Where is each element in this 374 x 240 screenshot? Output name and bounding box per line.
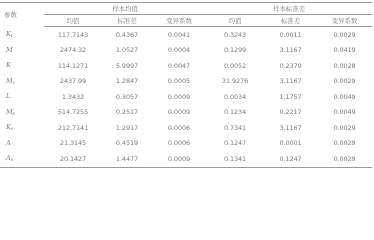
table-cell: 1.1757 xyxy=(279,92,302,101)
header-group-mean: 样本均值 xyxy=(44,3,206,15)
table-row xyxy=(0,58,372,74)
table-cell: 0.7341 xyxy=(223,123,247,132)
table-cell: 0.0009 xyxy=(152,151,206,167)
table-cell: 0.0029 xyxy=(333,30,356,39)
table-cell: 0.0049 xyxy=(333,108,356,117)
header-sub-mean: 均值 xyxy=(44,15,102,27)
table-cell: 21.3145 xyxy=(59,139,87,148)
table-cell: 3.1167 xyxy=(279,123,302,132)
row-param-name xyxy=(0,43,44,59)
row-param-name xyxy=(0,105,44,121)
table-cell: 0.1247 xyxy=(223,139,247,148)
table-row xyxy=(0,105,372,121)
row-param-name xyxy=(0,89,44,105)
table-cell: 0.0029 xyxy=(317,151,372,167)
table-cell: 0.0034 xyxy=(223,92,247,101)
table-cell: 0.2217 xyxy=(279,108,302,117)
table-cell: 1.2917 xyxy=(115,123,139,132)
table-cell: 0.0041 xyxy=(167,30,191,39)
param-subscript: s xyxy=(10,158,13,164)
param-symbol: M xyxy=(6,107,13,116)
header-sub-cv: 变异系数 xyxy=(152,15,206,27)
table-cell: 0.0006 xyxy=(167,139,191,148)
param-subscript: t xyxy=(10,34,13,39)
table-cell: 5.9997 xyxy=(115,61,139,70)
header-sub-mean-2: 均值 xyxy=(206,15,264,27)
param-symbol: M xyxy=(6,45,13,54)
header-sub-cv-2: 变异系数 xyxy=(317,15,372,27)
header-sub-stdev-2: 标准差 xyxy=(264,15,317,27)
table-cell: 0.0029 xyxy=(333,139,356,148)
table-cell: 0.0001 xyxy=(279,139,302,148)
header-param: 参数 xyxy=(0,3,44,27)
param-symbol: M xyxy=(6,76,13,85)
param-symbol: A xyxy=(6,138,11,147)
table-row xyxy=(0,27,372,43)
table-cell: 117.7143 xyxy=(57,30,89,39)
row-param-name xyxy=(0,136,44,152)
table-cell: 0.3243 xyxy=(223,30,247,39)
table-cell: 31.9276 xyxy=(221,77,249,86)
table-cell: 0.0052 xyxy=(223,61,247,70)
table-cell: 114.1271 xyxy=(57,61,89,70)
table-cell: 1.4477 xyxy=(102,151,152,167)
table-cell: 212.7141 xyxy=(57,123,89,132)
header-sub-stdev: 标准差 xyxy=(102,15,152,27)
row-param-name xyxy=(0,74,44,90)
table-cell: 0.0006 xyxy=(167,123,191,132)
row-param-name xyxy=(0,120,44,136)
table-cell: 0.0049 xyxy=(333,92,356,101)
table-cell: 0.0009 xyxy=(167,92,191,101)
header-group-stdev: 样本标准差 xyxy=(206,3,372,15)
table-cell: 0.0419 xyxy=(333,46,356,55)
table-cell: 0.3057 xyxy=(115,92,139,101)
table-cell: 1.2847 xyxy=(115,77,139,86)
table-cell: 0.0047 xyxy=(167,61,191,70)
table-cell: 3.1167 xyxy=(279,46,302,55)
row-param-name xyxy=(0,151,44,167)
table-row xyxy=(0,43,372,59)
table-cell: 0.4519 xyxy=(115,139,139,148)
param-subscript: c xyxy=(12,80,15,86)
table-cell: 0.1247 xyxy=(264,151,317,167)
table-body xyxy=(0,27,372,168)
table-cell: 0.2379 xyxy=(279,61,302,70)
table-cell: 0.0009 xyxy=(167,108,191,117)
table-cell: 0.0011 xyxy=(279,30,302,39)
row-param-name xyxy=(0,27,44,43)
table-row xyxy=(0,74,372,90)
table-cell: 20.1427 xyxy=(44,151,102,167)
table-cell: 0.0029 xyxy=(333,77,356,86)
table-cell: 0.1341 xyxy=(206,151,264,167)
table-cell: 1.0527 xyxy=(115,46,139,55)
table-cell: 1.3432 xyxy=(61,92,85,101)
table-cell: 514.7255 xyxy=(57,108,89,117)
table-cell: 0.0004 xyxy=(167,46,191,55)
param-subscript: s xyxy=(12,111,15,117)
table-cell: 0.2517 xyxy=(115,108,139,117)
table-cell: 0.0028 xyxy=(333,61,356,70)
table-row xyxy=(0,136,372,152)
table-cell: 0.1299 xyxy=(223,46,247,55)
results-table xyxy=(0,2,372,168)
table-cell: 2474.32 xyxy=(59,46,87,55)
param-symbol: A xyxy=(6,154,11,163)
param-symbol: K xyxy=(6,61,11,70)
table-cell: 0.1234 xyxy=(223,108,247,117)
param-subscript: s xyxy=(10,127,13,133)
table-cell: 0.4367 xyxy=(115,30,139,39)
table-cell: 0.0005 xyxy=(167,77,191,86)
table-cell: 3.1167 xyxy=(279,77,302,86)
param-symbol: L xyxy=(6,92,11,101)
table-row xyxy=(0,89,372,105)
param-symbol: K xyxy=(6,123,11,132)
table-row xyxy=(0,120,372,136)
param-symbol: K xyxy=(6,30,11,38)
table-row xyxy=(0,151,372,167)
table-cell: 2437.99 xyxy=(59,77,87,86)
row-param-name xyxy=(0,58,44,74)
table-cell: 0.0029 xyxy=(333,123,356,132)
